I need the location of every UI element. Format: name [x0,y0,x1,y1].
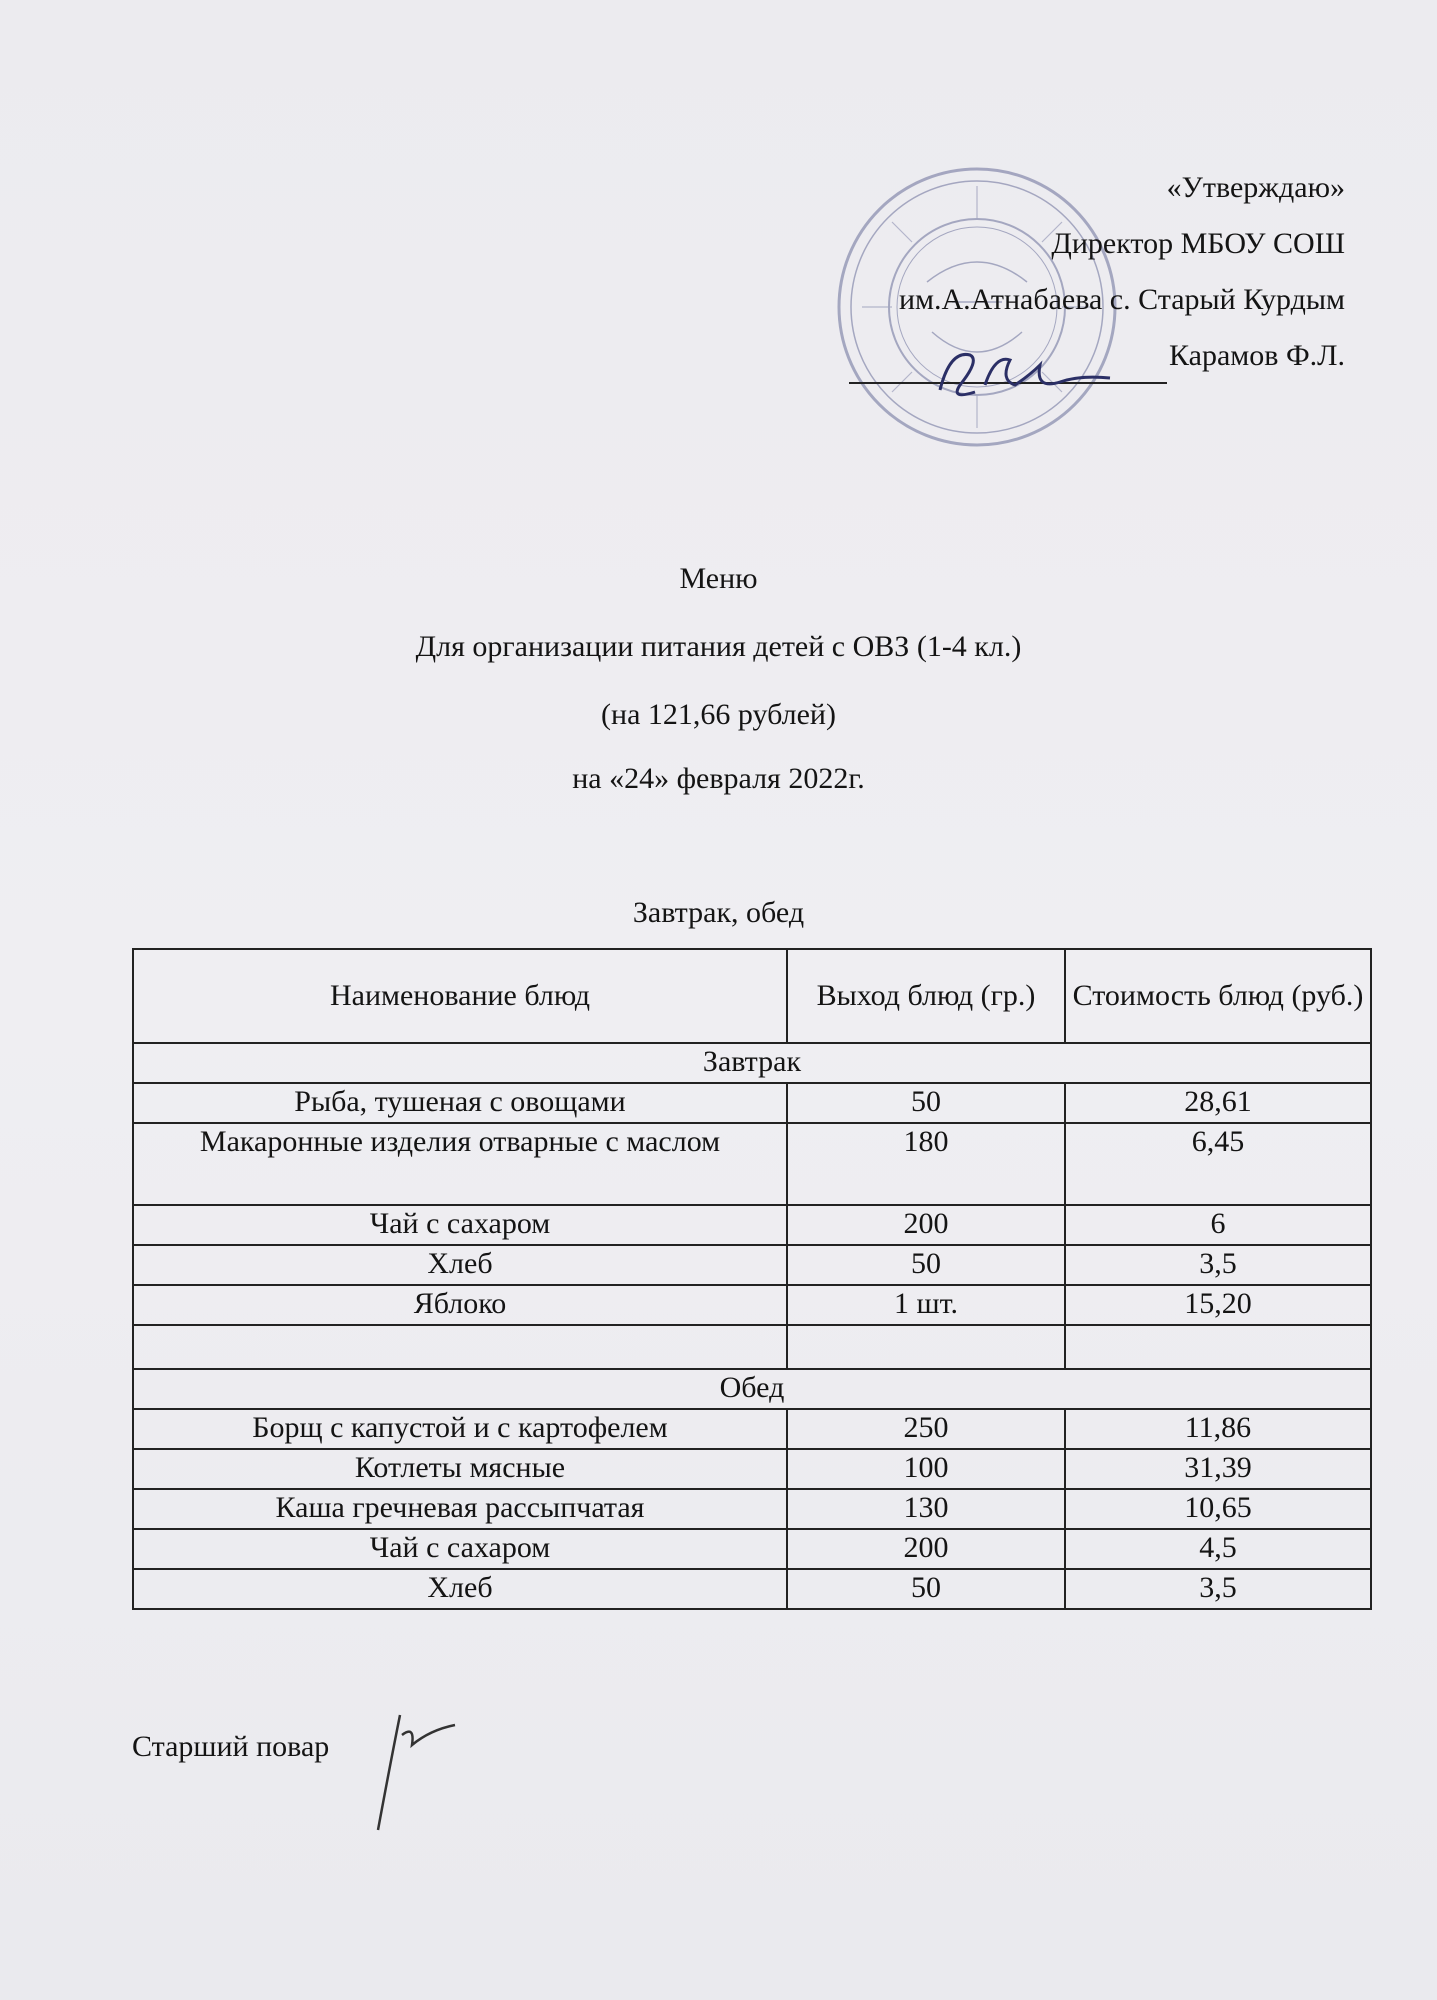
dish-name: Хлеб [133,1569,787,1609]
dish-weight: 200 [787,1205,1065,1245]
dish-price: 6,45 [1065,1123,1371,1205]
table-row [133,1285,1371,1325]
dish-weight: 250 [787,1409,1065,1449]
dish-name: Хлеб [133,1245,787,1285]
dish-name: Рыба, тушеная с овощами [133,1083,787,1123]
meals-title: Завтрак, обед [632,896,805,929]
dish-price: 4,5 [1065,1529,1371,1569]
dish-weight: 100 [787,1449,1065,1489]
dish-price: 6 [1065,1205,1371,1245]
table-row [133,1409,1371,1449]
school-name: им.А.Атнабаева с. Старый Курдым [898,283,1345,316]
column-header-price: Стоимость блюд (руб.) [1065,949,1371,1043]
dish-weight: 130 [787,1489,1065,1529]
dish-price: 10,65 [1065,1489,1371,1529]
chef-signature [370,1705,470,1835]
director-signature [920,330,1120,420]
approval-title: «Утверждаю» [1166,171,1345,204]
dish-weight: 50 [787,1569,1065,1609]
menu-date: на «24» февраля 2022г. [572,762,865,795]
section-row-lunch [133,1369,1371,1409]
column-header-weight: Выход блюд (гр.) [787,949,1065,1043]
dish-name: Чай с сахаром [133,1529,787,1569]
table-row [133,1123,1371,1205]
dish-weight: 50 [787,1245,1065,1285]
dish-price: 11,86 [1065,1409,1371,1449]
section-title-lunch: Обед [133,1369,1371,1409]
menu-title: Меню [679,562,758,595]
section-row-breakfast [133,1043,1371,1083]
dish-price: 3,5 [1065,1569,1371,1609]
table-row [133,1489,1371,1529]
dish-weight: 180 [787,1123,1065,1205]
table-row [133,1083,1371,1123]
dish-name: Каша гречневая рассыпчатая [133,1489,787,1529]
dish-price: 15,20 [1065,1285,1371,1325]
dish-weight: 200 [787,1529,1065,1569]
dish-price: 31,39 [1065,1449,1371,1489]
director-position: Директор МБОУ СОШ [1051,227,1345,260]
table-row [133,1205,1371,1245]
dish-price: 3,5 [1065,1245,1371,1285]
dish-name: Чай с сахаром [133,1205,787,1245]
table-row [133,1449,1371,1489]
column-header-dish: Наименование блюд [133,949,787,1043]
empty-cell [133,1325,787,1369]
table-header-row [133,949,1371,1043]
empty-cell [1065,1325,1371,1369]
table-row [133,1569,1371,1609]
dish-name: Котлеты мясные [133,1449,787,1489]
empty-row [133,1325,1371,1369]
menu-table [132,948,1372,1610]
dish-price: 28,61 [1065,1083,1371,1123]
table-row [133,1245,1371,1285]
dish-name: Яблоко [133,1285,787,1325]
dish-weight: 1 шт. [787,1285,1065,1325]
dish-name: Борщ с капустой и с картофелем [133,1409,787,1449]
dish-name: Макаронные изделия отварные с маслом [133,1123,787,1205]
dish-weight: 50 [787,1083,1065,1123]
chef-label: Старший повар [132,1730,330,1763]
director-name: Карамов Ф.Л. [1169,339,1345,372]
empty-cell [787,1325,1065,1369]
table-row [133,1529,1371,1569]
section-title-breakfast: Завтрак [133,1043,1371,1083]
menu-purpose: Для организации питания детей с ОВЗ (1-4 кл.) [415,630,1022,663]
menu-cost: (на 121,66 рублей) [601,698,836,731]
